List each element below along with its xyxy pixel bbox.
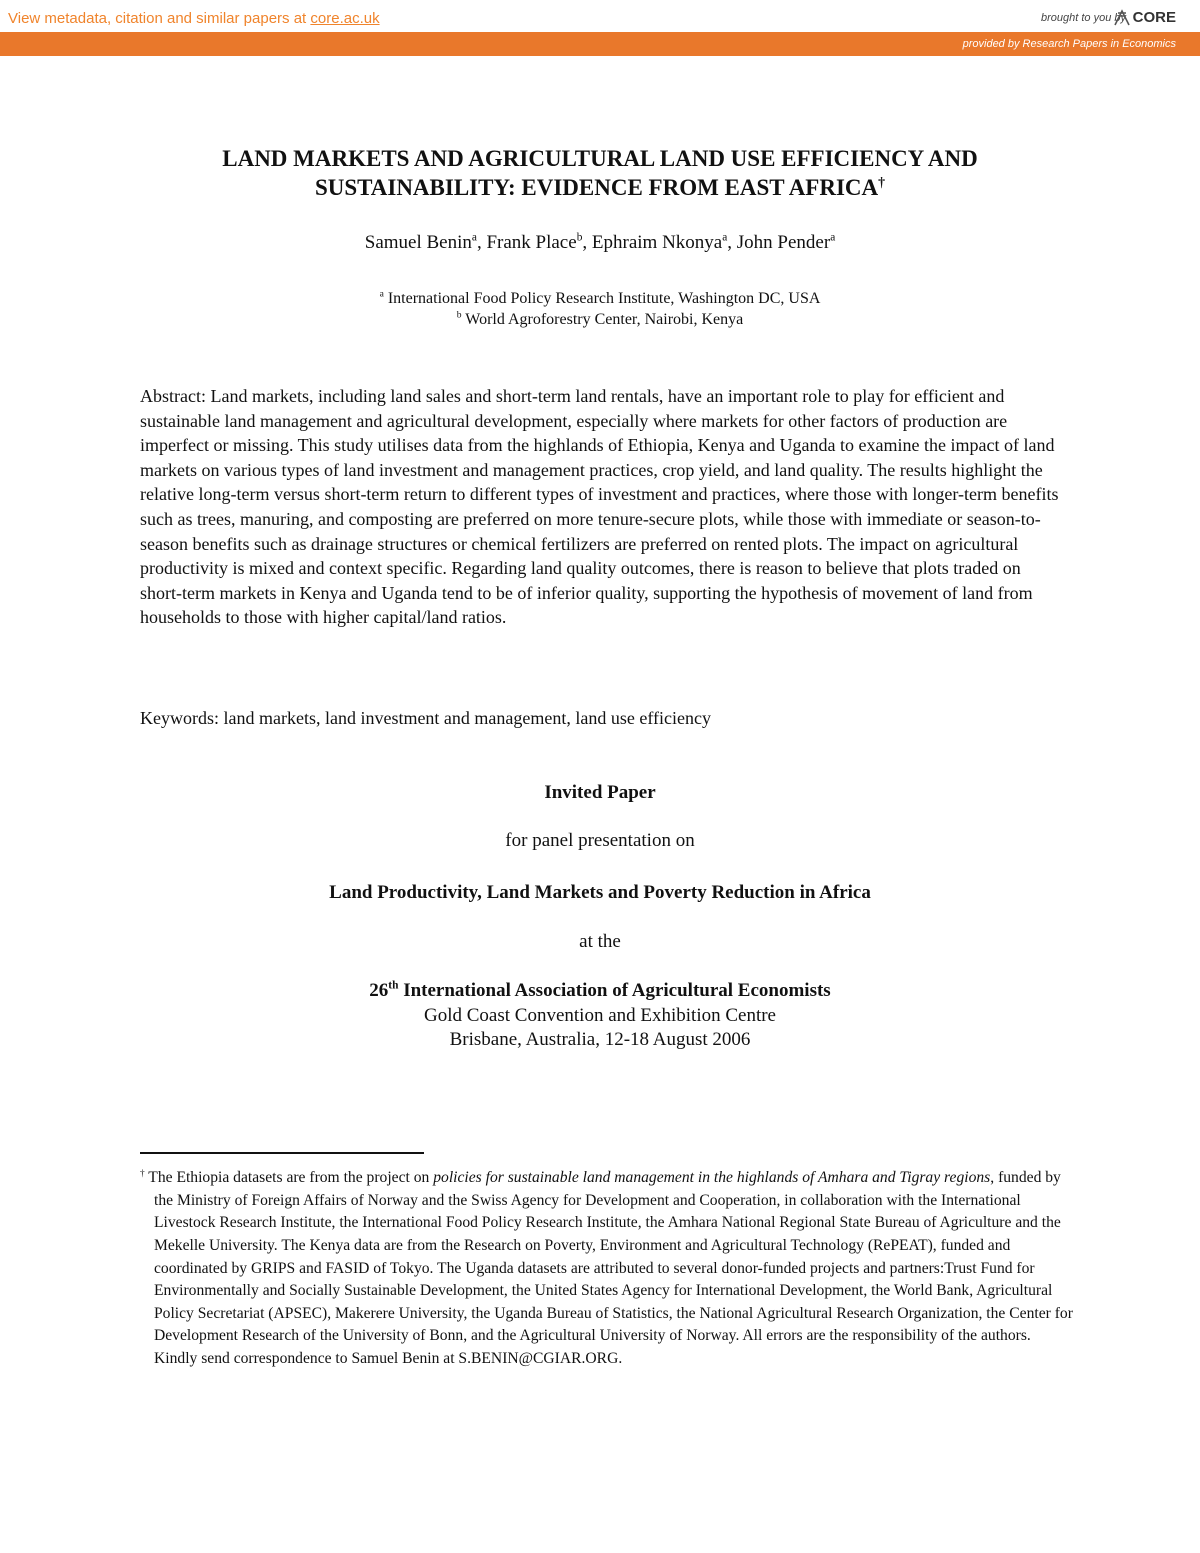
author-affiliation-mark: a — [722, 231, 728, 244]
title-line-2: SUSTAINABILITY: EVIDENCE FROM EAST AFRICA — [314, 175, 879, 200]
conference-ordinal: th — [388, 979, 399, 992]
conference-location-date: Brisbane, Australia, 12-18 August 2006 — [449, 1029, 751, 1050]
core-logo-text: CORE — [1132, 8, 1176, 26]
footnote-mark: † — [140, 1169, 145, 1179]
paper-title — [100, 144, 1100, 202]
affiliation-line — [100, 288, 1100, 309]
affiliation-text: International Food Policy Research Institute, Washington DC, USA — [383, 290, 821, 307]
author-affiliation-mark: a — [830, 231, 836, 244]
title-line-1: LAND MARKETS AND AGRICULTURAL LAND USE EFFICIENCY AND — [222, 146, 978, 171]
abstract: Abstract: Land markets, including land sales and short-term land rentals, have an important role to play for efficient and sustainable land management and agricultural development, especially where markets for other factors of production are imperfect or missing. This study utilises data from the highlands of Ethiopia, Kenya and Uganda to examine the impact of land markets on various types of land investment and management practices, crop yield, and land quality. The results highlight the relative long-term versus short-term return to different types of investment and practices, where those with longer-term benefits such as trees, manuring, and composting are preferred on more tenure-secure plots, while those with immediate or season-to-season benefits such as drainage structures or chemical fertilizers are preferred on rented plots. The impact on agricultural productivity is mixed and context specific. Regarding land quality outcomes, there is reason to believe that plots traded on short-term markets in Kenya and Uganda tend to be of inferior quality, supporting the hypothesis of movement of land from households to those with higher capital/land ratios. — [140, 386, 1059, 628]
conference-number: 26 — [369, 980, 389, 1001]
footnote-project-title: policies for sustainable land management in the highlands of Amhara and Tigray regions — [433, 1169, 991, 1187]
at-the-text: at the — [579, 931, 621, 952]
conference-name — [100, 980, 1100, 1002]
brought-to-you-text: brought to you by — [1040, 12, 1126, 24]
affiliation-text: World Agroforestry Center, Nairobi, Kenya — [461, 311, 744, 328]
affiliations — [100, 288, 1100, 330]
panel-title: Land Productivity, Land Markets and Poverty Reduction in Africa — [329, 882, 871, 903]
footnote-text-pre: The Ethiopia datasets are from the project on — [144, 1169, 434, 1187]
author-name: John Pender — [736, 232, 831, 253]
author-list — [100, 232, 1100, 254]
footnote-rule — [140, 1152, 424, 1154]
author-name: Ephraim Nkonya — [591, 232, 723, 253]
affiliation-mark: a — [379, 288, 384, 300]
conference-venue: Gold Coast Convention and Exhibition Centre — [424, 1005, 776, 1026]
footnote — [140, 1163, 1074, 1371]
keywords: Keywords: land markets, land investment and management, land use efficiency — [140, 708, 711, 728]
affiliation-mark: b — [456, 309, 462, 321]
metadata-link-domain: core.ac.uk — [310, 10, 380, 27]
author-separator: , — [582, 232, 592, 253]
author-separator: , — [727, 232, 737, 253]
conference-title: International Association of Agricultural Economists — [398, 980, 831, 1001]
footnote-text-post: , funded by the Ministry of Foreign Affairs of Norway and the Swiss Agency for Development and Cooperation, in collaboration with the International Livestock Research Institute, the International Food Policy Research Institute, the Amhara National Regional State Bureau of Agriculture and the Mekelle University. The Kenya data are from the Research on Poverty, Environment and Agricultural Technology (RePEAT), funded and coordinated by GRIPS and FASID of Tokyo. The Uganda datasets are attributed to several donor-funded projects and partners:Trust Fund for Environmentally and Socially Sustainable Development, the United States Agency for International Development, the World Bank, Agricultural Policy Secretariat (APSEC), Makerere University, the Uganda Bureau of Statistics, the National Agricultural Research Organization, the Center for Development Research of the University of Bonn, and the Agricultural University of Norway. All errors are the responsibility of the authors. Kindly send correspondence to Samuel Benin at S.BENIN@CGIAR.ORG. — [154, 1169, 1073, 1367]
provided-by-text: provided by Research Papers in Economics — [962, 38, 1176, 50]
author-affiliation-mark: a — [471, 231, 477, 244]
author-separator: , — [476, 232, 487, 253]
invited-paper-label: Invited Paper — [544, 782, 656, 803]
affiliation-line — [100, 309, 1100, 330]
title-footnote-mark: † — [878, 174, 886, 190]
author-name: Samuel Benin — [364, 232, 472, 253]
metadata-link-prefix: View metadata, citation and similar papers at — [8, 10, 311, 27]
author-affiliation-mark: b — [576, 231, 583, 244]
author-name: Frank Place — [486, 232, 577, 253]
panel-intro: for panel presentation on — [505, 830, 695, 851]
